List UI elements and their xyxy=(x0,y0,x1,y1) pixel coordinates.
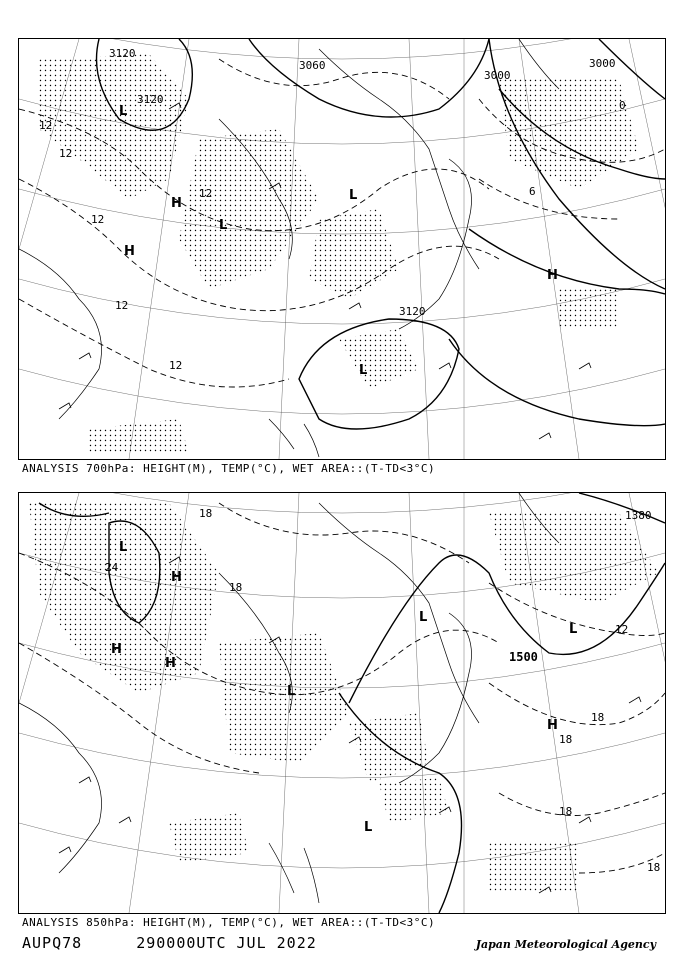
height-label: 3120 xyxy=(137,93,164,106)
temp-label: 18 xyxy=(647,861,661,874)
temp-label: 12 xyxy=(39,119,53,132)
pressure-center: H xyxy=(171,570,182,585)
temp-label: 18 xyxy=(591,711,605,724)
chart-code: AUPQ78 xyxy=(22,934,83,952)
height-label: 1380 xyxy=(625,509,652,522)
pressure-center: L xyxy=(119,540,128,555)
pressure-center: L xyxy=(569,622,578,637)
temp-label: 18 xyxy=(229,581,243,594)
pressure-center: H xyxy=(547,268,558,283)
chart-datetime: 290000UTC JUL 2022 xyxy=(136,934,317,952)
height-label: 3120 xyxy=(399,305,426,318)
agency-name: Japan Meteorological Agency xyxy=(475,938,656,951)
temp-label: 12 xyxy=(199,187,213,200)
caption-700hpa: ANALYSIS 700hPa: HEIGHT(M), TEMP(°C), WET AREA::(T-TD<3°C) xyxy=(22,462,436,475)
pressure-center: H xyxy=(111,642,122,657)
height-label: 1500 xyxy=(509,650,538,664)
temp-label: 12 xyxy=(115,299,129,312)
pressure-center: L xyxy=(349,188,358,203)
chart-footer xyxy=(22,934,361,952)
map-700hpa-svg xyxy=(19,39,665,459)
wet-areas xyxy=(29,503,659,893)
height-label: 3000 xyxy=(589,57,616,70)
temp-label: 18 xyxy=(559,733,573,746)
temp-label: 12 xyxy=(91,213,105,226)
pressure-center: L xyxy=(364,820,373,835)
temp-label: 12 xyxy=(615,623,629,636)
pressure-center: H xyxy=(124,244,135,259)
temp-label: 18 xyxy=(199,507,213,520)
height-label: 3060 xyxy=(299,59,326,72)
map-700hpa xyxy=(18,38,666,460)
pressure-center: L xyxy=(287,684,296,699)
pressure-center: H xyxy=(547,718,558,733)
pressure-center: L xyxy=(359,363,368,378)
height-label: 3000 xyxy=(484,69,511,82)
temp-label: 24 xyxy=(105,561,119,574)
temp-label: 6 xyxy=(529,185,536,198)
temp-label: 12 xyxy=(59,147,73,160)
pressure-center: L xyxy=(119,104,128,119)
pressure-center: L xyxy=(419,610,428,625)
pressure-center: H xyxy=(171,196,182,211)
temp-label: 0 xyxy=(619,99,626,112)
map-850hpa-svg xyxy=(19,493,665,913)
temp-label: 12 xyxy=(169,359,183,372)
map-850hpa xyxy=(18,492,666,914)
pressure-center: L xyxy=(219,218,228,233)
pressure-center: H xyxy=(165,656,176,671)
caption-850hpa: ANALYSIS 850hPa: HEIGHT(M), TEMP(°C), WET AREA::(T-TD<3°C) xyxy=(22,916,436,929)
temp-label: 18 xyxy=(559,805,573,818)
height-label: 3120 xyxy=(109,47,136,60)
